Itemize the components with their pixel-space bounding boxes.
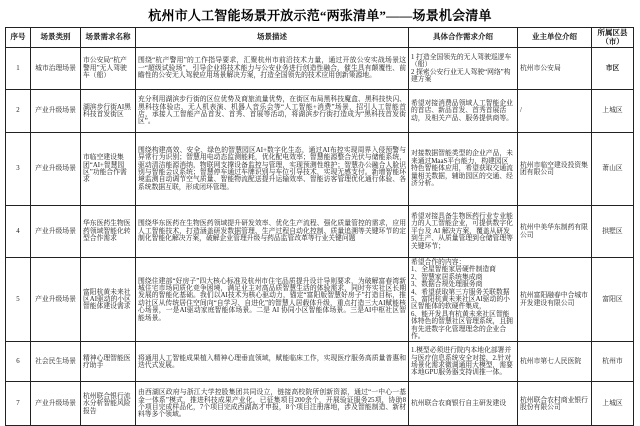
- cell-desc: 由西湖区政府与浙江大学控股集团共同设立，链接高校院所创新资源，通过“一中心一基金一体系”模式，推进科技成果产业化，已征集项目200余个，开展验证服务25项，协助8个项目完成样品化，7个项目完成西湖高才申报，8个项目注册落地，涉及智能制造、新材料等多个领域。: [136, 382, 409, 426]
- header-name: 场景需求名称: [81, 28, 136, 48]
- cell-name: 市临空建设集团“AI+智慧园区”功能合作需求: [81, 133, 136, 206]
- cell-no: 2: [6, 90, 31, 133]
- cell-no: 5: [6, 258, 31, 342]
- cell-coop: 1.模型必须进行院内本地化部署并与医疗信息系统安全对接，2.针对场景化需求微调通用大模型，需要本地GPU服务器支持训推一体。: [409, 342, 518, 382]
- table-row: [6, 90, 634, 133]
- cell-district: 萧山区: [592, 133, 634, 206]
- table-row: [6, 133, 634, 206]
- cell-name: 精神心理智能医疗助手: [81, 342, 136, 382]
- cell-desc: 充分利用湖滨步行街的区位优势及商旅流量优势，在街区布局黑科技魔盒、黑科技快闪、黑科技体验店、无人机表演、机器人音乐会等“人工智能+消费”场景，招引人工智能首店，承接人工智能产品首发、首秀、首展等活动，将湖滨步行街打造成为“黑科技首发街区”。: [136, 90, 409, 133]
- cell-district: 上城区: [592, 382, 634, 426]
- cell-coop: 希望对接消费品领域人工智能企业的首店、新品首发、首秀首展活动，及相关产品、服务提供商等。: [409, 90, 518, 133]
- cell-desc: 围绕构建高效、安全、绿色的智慧园区AI+数字化生态，通过AI布控实现周界入侵预警与异常行为识别；智慧用电动态监测能耗，优化配电效率；智慧能源整合光伏与储能系统，驱动清洁能源消纳，物联网支撑设备监控与管理，实现预测性维护；智慧办公融合人脸识别与智能会议系统；智慧停车通过车牌识别与车位引导技术，实现无感支付。新增智能环境监测自动调节空气质量、智能物流配送提升运输效率、智能访客管理优化通行体验、各系统数据互联，形成闭环管理。: [136, 133, 409, 206]
- header-desc: 场景描述: [136, 28, 409, 48]
- cell-category: 产业升级场景: [31, 382, 81, 426]
- cell-category: 产业升级场景: [31, 90, 81, 133]
- cell-coop: 希望对接具备生物医药行业专业能力的人工智能企业，可提供数字化平台及 AI 解决方案，覆盖从研发到生产、从质量管理到仓储管理等关键环节；: [409, 206, 518, 258]
- cell-district: 杭州市: [592, 342, 634, 382]
- cell-no: 3: [6, 133, 31, 206]
- cell-owner: 杭州市公安局: [518, 48, 592, 90]
- cell-owner: 杭州中美华东制药有限公司: [518, 206, 592, 258]
- cell-owner: 杭州富阳融春中合城市开发建设有限公司: [518, 258, 592, 342]
- cell-district: 富阳区: [592, 258, 634, 342]
- cell-district: 市区: [592, 48, 634, 90]
- cell-owner: 杭州市第七人民医院: [518, 342, 592, 382]
- cell-coop: 希望合作的内容： 1、全屋智能家居硬件制造商 2、智慧家居系统集成商 3、数据合规处理服务商 4、希望获取第三方服务关联数据 5、富阳杭黄未来社区AI驱动的小区智能体的软硬件集成， 6、能开发具有杭黄未来社区智能体特色的智慧社区管理系统，且拥有先进数字化管理理念的企业合作。: [409, 258, 518, 342]
- cell-name: 华东医药生物医药领域智能化转型合作需求: [81, 206, 136, 258]
- cell-district: 上城区: [592, 90, 634, 133]
- cell-owner: /: [518, 90, 592, 133]
- table-row: [6, 48, 634, 90]
- table-row: [6, 206, 634, 258]
- cell-category: 产业升级场景: [31, 206, 81, 258]
- cell-no: 4: [6, 206, 31, 258]
- header-no: 序号: [6, 28, 31, 48]
- header-category: 场景类别: [31, 28, 81, 48]
- cell-desc: 围绕住建部“好房子”四大核心标准及杭州市住宅品质提升设计导则要求，为破解富春湾新城住宅市场同质化竞争困境，满足业主对高品质智慧生活的体验需求，同时夯实社区长期发展的智能化基础。我们以AI技术为核心驱动力，锚定“富阳版智慧好房子”打造目标，推动社区从传统居住空间向“自学习、自进化”的智慧人居载体升级，重点打造三大AI赋能核心场景，一是AI驱动家庭智能体场景。二是 AI 协同小区智能体场景。三是AI中枢社区智能场景。: [136, 258, 409, 342]
- page-title: 杭州市人工智能场景开放示范“两张清单”——场景机会清单: [148, 8, 492, 23]
- cell-no: 7: [6, 382, 31, 426]
- cell-district: 拱墅区: [592, 206, 634, 258]
- cell-category: 产业升级场景: [31, 258, 81, 342]
- cell-name: 富阳杭黄未来社区AI驱动的小区智能体建设需求: [81, 258, 136, 342]
- cell-desc: 围绕华东医药在生物医药领域提升研发效率、优化生产流程、强化质量管控的需求，应用人工智能技术，打造涵盖研发数据管理、生产过程自动化控制、质量追溯等关键环节的定制化智能化解决方案，破解企业管理升级与药品监管改革等行业关键问题: [136, 206, 409, 258]
- header-district: 所属区县（市）: [592, 28, 634, 48]
- table-row: [6, 382, 634, 426]
- cell-coop: 1 打造全国领先的无人驾驶巡逻车（船） 2 探索公安行业无人驾驶“网络”构建方案: [409, 48, 518, 90]
- cell-name: 市公安局“杭产警用”无人驾驶车（船）: [81, 48, 136, 90]
- cell-coop: 对接数据智能类型的企业产品，未来通过MaaS平台能力，构建园区特色智能体应用，希望获取交通流量相关数据，辅助园区的交通、经济分析。: [409, 133, 518, 206]
- cell-name: 杭州联合银行流水分析智能风险报告: [81, 382, 136, 426]
- scene-opportunity-table: [5, 27, 634, 426]
- cell-no: 6: [6, 342, 31, 382]
- cell-no: 1: [6, 48, 31, 90]
- cell-name: 湖滨步行街AI黑科技首发街区: [81, 90, 136, 133]
- cell-category: 社会民生场景: [31, 342, 81, 382]
- cell-desc: 将通用人工智能成果植入精神心理垂直领域，赋能临床工作，实现医疗服务高质量普惠和迭代式发展。: [136, 342, 409, 382]
- cell-category: 产业升级场景: [31, 133, 81, 206]
- table-header-row: [6, 28, 634, 48]
- cell-coop: 杭州联合农商银行自主研发建设: [409, 382, 518, 426]
- table-row: [6, 258, 634, 342]
- cell-owner: 杭州市临空建设投资集团有限公司: [518, 133, 592, 206]
- header-owner: 业主单位介绍: [518, 28, 592, 48]
- cell-category: 城市治理场景: [31, 48, 81, 90]
- table-row: [6, 342, 634, 382]
- header-coop: 具体合作需求介绍: [409, 28, 518, 48]
- cell-desc: 围绕“杭产警用”的工作指导要求，汇聚杭州市前沿技术力量，通过开放公安实战场景这一“超级试验场”，引导企业将技术能力与公安业务进行创造性融合，催生具有颠覆性、前瞻性的公安无人驾驶应用场景解决方案，打造全国领先的技术应用创新策源地。: [136, 48, 409, 90]
- cell-owner: 杭州联合农村商业银行股份有限公司: [518, 382, 592, 426]
